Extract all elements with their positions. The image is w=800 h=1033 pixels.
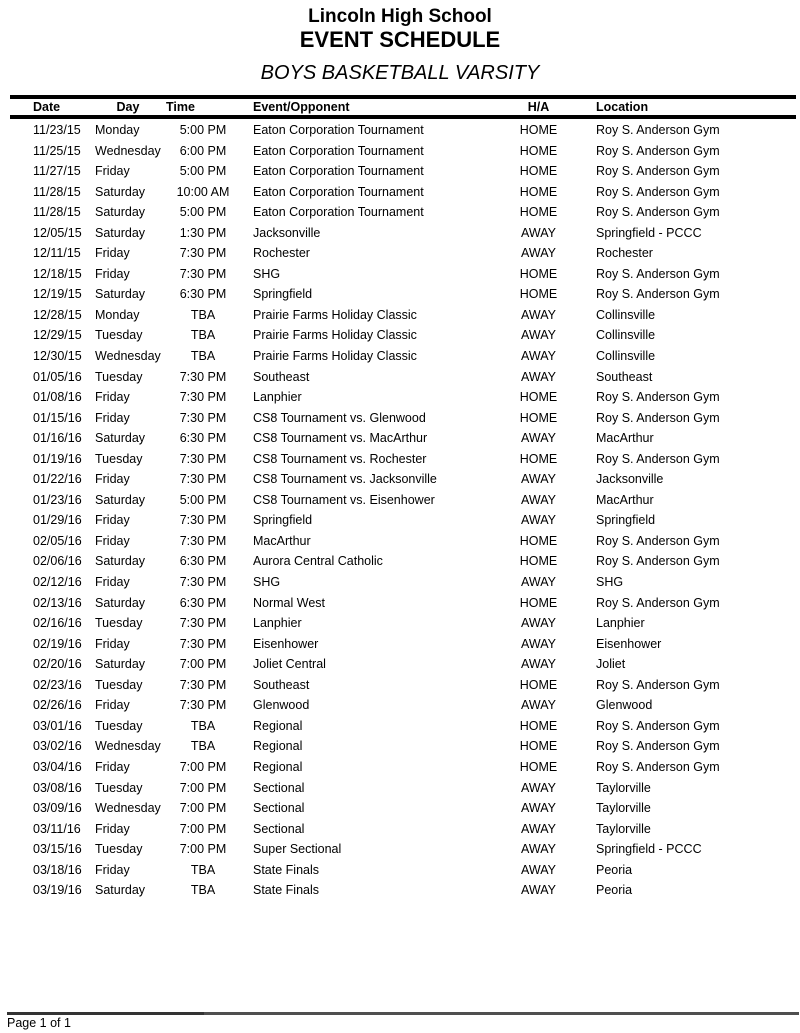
schedule-table [10, 95, 796, 901]
cell-date: 01/08/16 [33, 390, 82, 405]
cell-event-opponent: Aurora Central Catholic [253, 554, 383, 569]
cell-home-away: HOME [519, 143, 558, 158]
table-row [10, 695, 796, 716]
cell-home-away: HOME [519, 287, 558, 302]
cell-day: Tuesday [95, 451, 143, 466]
table-row [10, 182, 796, 203]
cell-home-away: HOME [519, 205, 558, 220]
table-row [10, 839, 796, 860]
cell-time: 7:30 PM [179, 677, 227, 692]
cell-location: Roy S. Anderson Gym [596, 595, 720, 610]
cell-day: Saturday [95, 657, 146, 672]
cell-home-away: AWAY [521, 616, 556, 631]
cell-home-away: AWAY [521, 492, 556, 507]
page-title: EVENT SCHEDULE [299, 27, 501, 52]
cell-home-away: AWAY [521, 307, 556, 322]
table-row [10, 469, 796, 490]
cell-time: 7:30 PM [179, 246, 227, 261]
cell-date: 02/20/16 [33, 657, 82, 672]
cell-location: Roy S. Anderson Gym [596, 718, 720, 733]
cell-location: Springfield [596, 513, 656, 528]
cell-event-opponent: Prairie Farms Holiday Classic [253, 307, 417, 322]
cell-event-opponent: CS8 Tournament vs. Eisenhower [253, 492, 435, 507]
cell-date: 03/04/16 [33, 759, 82, 774]
cell-time: 7:30 PM [179, 472, 227, 487]
cell-time: 6:30 PM [179, 595, 227, 610]
cell-location: Southeast [596, 369, 653, 384]
cell-date: 12/19/15 [33, 287, 82, 302]
cell-date: 03/19/16 [33, 883, 82, 898]
cell-day: Monday [95, 307, 140, 322]
cell-location: Roy S. Anderson Gym [596, 287, 720, 302]
cell-location: Roy S. Anderson Gym [596, 677, 720, 692]
table-row [10, 202, 796, 223]
cell-day: Friday [95, 513, 130, 528]
cell-location: Lanphier [596, 616, 645, 631]
cell-event-opponent: Eisenhower [253, 636, 319, 651]
cell-date: 03/11/16 [33, 821, 81, 836]
cell-date: 02/06/16 [33, 554, 82, 569]
table-row [10, 305, 796, 326]
cell-date: 02/26/16 [33, 698, 82, 713]
column-header-location: Location [581, 97, 796, 117]
column-header-home-away: H/A [496, 97, 581, 117]
cell-location: Roy S. Anderson Gym [596, 451, 720, 466]
cell-time: 5:00 PM [179, 492, 227, 507]
cell-event-opponent: Southeast [253, 369, 310, 384]
cell-day: Friday [95, 266, 130, 281]
cell-date: 12/29/15 [33, 328, 82, 343]
cell-day: Friday [95, 821, 130, 836]
table-row [10, 408, 796, 429]
cell-date: 01/19/16 [33, 451, 82, 466]
table-row [10, 490, 796, 511]
cell-date: 03/08/16 [33, 780, 82, 795]
cell-location: Springfield - PCCC [596, 842, 702, 857]
cell-time: 7:30 PM [179, 533, 227, 548]
cell-time: 5:00 PM [179, 205, 227, 220]
cell-home-away: AWAY [521, 842, 556, 857]
cell-date: 01/23/16 [33, 492, 82, 507]
cell-home-away: AWAY [521, 883, 556, 898]
cell-home-away: HOME [519, 759, 558, 774]
footer-divider [7, 1012, 799, 1015]
cell-location: Roy S. Anderson Gym [596, 184, 720, 199]
cell-day: Saturday [95, 184, 146, 199]
cell-time: 7:00 PM [179, 842, 227, 857]
table-row [10, 387, 796, 408]
cell-time: 7:30 PM [179, 575, 227, 590]
table-row [10, 284, 796, 305]
cell-day: Tuesday [95, 328, 143, 343]
cell-time: 5:00 PM [179, 164, 227, 179]
cell-time: 7:00 PM [179, 780, 227, 795]
cell-date: 12/30/15 [33, 349, 82, 364]
cell-location: Collinsville [596, 349, 656, 364]
cell-location: MacArthur [596, 431, 654, 446]
cell-time: TBA [190, 883, 216, 898]
cell-date: 03/01/16 [33, 718, 82, 733]
cell-location: Roy S. Anderson Gym [596, 205, 720, 220]
cell-day: Tuesday [95, 718, 143, 733]
cell-location: Roy S. Anderson Gym [596, 390, 720, 405]
cell-date: 12/28/15 [33, 307, 82, 322]
cell-date: 02/13/16 [33, 595, 82, 610]
cell-home-away: AWAY [521, 472, 556, 487]
cell-time: 7:30 PM [179, 513, 227, 528]
column-header-date: Date [10, 97, 90, 117]
cell-home-away: AWAY [521, 246, 556, 261]
cell-date: 03/15/16 [33, 842, 82, 857]
table-row [10, 716, 796, 737]
cell-date: 02/16/16 [33, 616, 82, 631]
cell-time: 5:00 PM [179, 123, 227, 137]
cell-day: Saturday [95, 492, 146, 507]
cell-day: Wednesday [95, 739, 161, 754]
cell-time: 6:30 PM [179, 287, 227, 302]
table-row [10, 428, 796, 449]
table-row [10, 634, 796, 655]
cell-date: 12/18/15 [33, 266, 82, 281]
cell-time: 7:30 PM [179, 636, 227, 651]
table-row [10, 736, 796, 757]
column-header-day: Day [90, 97, 166, 117]
table-row [10, 880, 796, 901]
table-row [10, 654, 796, 675]
cell-date: 01/16/16 [33, 431, 82, 446]
cell-event-opponent: Sectional [253, 801, 305, 816]
cell-time: TBA [190, 862, 216, 877]
cell-date: 02/19/16 [33, 636, 82, 651]
cell-home-away: HOME [519, 451, 558, 466]
cell-home-away: AWAY [521, 780, 556, 795]
cell-event-opponent: Joliet Central [253, 657, 326, 672]
table-row [10, 243, 796, 264]
cell-event-opponent: Normal West [253, 595, 326, 610]
cell-date: 11/27/15 [33, 164, 81, 179]
cell-day: Wednesday [95, 143, 161, 158]
cell-date: 01/29/16 [33, 513, 82, 528]
cell-day: Tuesday [95, 842, 143, 857]
table-row [10, 141, 796, 162]
cell-time: TBA [190, 718, 216, 733]
table-row [10, 346, 796, 367]
cell-time: 7:30 PM [179, 390, 227, 405]
cell-home-away: HOME [519, 184, 558, 199]
cell-date: 12/05/15 [33, 225, 82, 240]
table-row [10, 367, 796, 388]
cell-event-opponent: MacArthur [253, 533, 311, 548]
cell-location: Peoria [596, 862, 633, 877]
cell-location: Taylorville [596, 801, 651, 816]
cell-location: Joliet [596, 657, 626, 672]
cell-date: 11/25/15 [33, 143, 81, 158]
table-row [10, 860, 796, 881]
cell-day: Tuesday [95, 369, 143, 384]
cell-day: Wednesday [95, 801, 161, 816]
table-row [10, 778, 796, 799]
cell-event-opponent: Regional [253, 759, 303, 774]
cell-time: 7:30 PM [179, 410, 227, 425]
cell-location: Roy S. Anderson Gym [596, 533, 720, 548]
cell-time: 7:00 PM [179, 759, 227, 774]
cell-home-away: AWAY [521, 225, 556, 240]
cell-event-opponent: Southeast [253, 677, 310, 692]
cell-day: Saturday [95, 883, 146, 898]
table-row [10, 264, 796, 285]
cell-day: Monday [95, 123, 140, 137]
cell-home-away: HOME [519, 739, 558, 754]
school-name: Lincoln High School [308, 6, 492, 27]
cell-event-opponent: Regional [253, 739, 303, 754]
cell-time: 7:30 PM [179, 616, 227, 631]
cell-time: 1:30 PM [179, 225, 227, 240]
cell-event-opponent: Sectional [253, 821, 305, 836]
cell-day: Friday [95, 472, 130, 487]
cell-time: 7:30 PM [179, 369, 227, 384]
cell-home-away: AWAY [521, 636, 556, 651]
schedule-header-row [10, 97, 796, 117]
cell-event-opponent: State Finals [253, 862, 320, 877]
cell-location: Roy S. Anderson Gym [596, 164, 720, 179]
cell-location: Peoria [596, 883, 633, 898]
team-subtitle: BOYS BASKETBALL VARSITY [260, 62, 540, 84]
cell-home-away: HOME [519, 533, 558, 548]
cell-day: Saturday [95, 431, 146, 446]
cell-time: 7:00 PM [179, 657, 227, 672]
cell-date: 01/22/16 [33, 472, 82, 487]
cell-time: 6:30 PM [179, 554, 227, 569]
cell-date: 11/28/15 [33, 205, 81, 220]
cell-date: 11/28/15 [33, 184, 81, 199]
document-header [0, 0, 800, 84]
cell-home-away: AWAY [521, 862, 556, 877]
cell-event-opponent: SHG [253, 575, 281, 590]
cell-day: Saturday [95, 595, 146, 610]
table-row [10, 120, 796, 141]
cell-event-opponent: Rochester [253, 246, 310, 261]
table-row [10, 510, 796, 531]
cell-location: Glenwood [596, 698, 653, 713]
cell-day: Saturday [95, 287, 146, 302]
cell-time: TBA [190, 307, 216, 322]
table-row [10, 613, 796, 634]
cell-day: Tuesday [95, 677, 143, 692]
table-row [10, 551, 796, 572]
cell-home-away: AWAY [521, 821, 556, 836]
cell-home-away: HOME [519, 554, 558, 569]
cell-home-away: AWAY [521, 369, 556, 384]
cell-day: Friday [95, 759, 130, 774]
cell-home-away: AWAY [521, 801, 556, 816]
cell-time: TBA [190, 739, 216, 754]
cell-location: Roy S. Anderson Gym [596, 143, 720, 158]
cell-date: 02/05/16 [33, 533, 82, 548]
cell-location: Jacksonville [596, 472, 664, 487]
cell-day: Friday [95, 246, 130, 261]
cell-day: Friday [95, 698, 130, 713]
cell-day: Friday [95, 164, 130, 179]
cell-day: Friday [95, 410, 130, 425]
cell-home-away: AWAY [521, 657, 556, 672]
cell-location: Roy S. Anderson Gym [596, 410, 720, 425]
cell-home-away: HOME [519, 123, 558, 137]
cell-day: Friday [95, 575, 130, 590]
cell-event-opponent: SHG [253, 266, 281, 281]
cell-event-opponent: Prairie Farms Holiday Classic [253, 349, 417, 364]
cell-date: 01/15/16 [33, 410, 82, 425]
cell-time: 7:00 PM [179, 821, 227, 836]
cell-time: 6:30 PM [179, 431, 227, 446]
table-row [10, 531, 796, 552]
cell-event-opponent: CS8 Tournament vs. MacArthur [253, 431, 428, 446]
cell-home-away: HOME [519, 266, 558, 281]
cell-date: 03/09/16 [33, 801, 82, 816]
cell-day: Wednesday [95, 349, 161, 364]
cell-home-away: HOME [519, 595, 558, 610]
cell-location: Eisenhower [596, 636, 662, 651]
cell-day: Friday [95, 390, 130, 405]
table-row [10, 572, 796, 593]
table-row [10, 798, 796, 819]
table-row [10, 675, 796, 696]
cell-event-opponent: Jacksonville [253, 225, 321, 240]
cell-event-opponent: Eaton Corporation Tournament [253, 205, 424, 220]
cell-home-away: AWAY [521, 698, 556, 713]
cell-event-opponent: Eaton Corporation Tournament [253, 123, 424, 137]
cell-event-opponent: CS8 Tournament vs. Rochester [253, 451, 427, 466]
cell-event-opponent: Lanphier [253, 616, 302, 631]
page-number: Page 1 of 1 [7, 1016, 71, 1030]
cell-date: 03/18/16 [33, 862, 82, 877]
cell-home-away: AWAY [521, 513, 556, 528]
table-row [10, 819, 796, 840]
cell-home-away: HOME [519, 410, 558, 425]
cell-home-away: HOME [519, 718, 558, 733]
cell-event-opponent: Eaton Corporation Tournament [253, 143, 424, 158]
table-row [10, 223, 796, 244]
cell-event-opponent: Springfield [253, 287, 313, 302]
column-header-event-opponent: Event/Opponent [240, 97, 496, 117]
cell-date: 01/05/16 [33, 369, 82, 384]
cell-day: Friday [95, 862, 130, 877]
cell-location: Rochester [596, 246, 653, 261]
cell-time: 10:00 AM [176, 184, 230, 199]
cell-home-away: AWAY [521, 349, 556, 364]
cell-home-away: AWAY [521, 575, 556, 590]
cell-location: Taylorville [596, 780, 651, 795]
cell-home-away: AWAY [521, 328, 556, 343]
cell-day: Tuesday [95, 780, 143, 795]
table-row [10, 325, 796, 346]
cell-event-opponent: Sectional [253, 780, 305, 795]
cell-time: 6:00 PM [179, 143, 227, 158]
cell-date: 02/12/16 [33, 575, 82, 590]
table-row [10, 593, 796, 614]
column-header-time: Time [166, 97, 240, 117]
cell-location: Roy S. Anderson Gym [596, 739, 720, 754]
cell-date: 03/02/16 [33, 739, 82, 754]
cell-location: Roy S. Anderson Gym [596, 759, 720, 774]
cell-event-opponent: CS8 Tournament vs. Jacksonville [253, 472, 437, 487]
cell-home-away: AWAY [521, 431, 556, 446]
table-row [10, 757, 796, 778]
cell-location: Springfield - PCCC [596, 225, 702, 240]
cell-date: 12/11/15 [33, 246, 81, 261]
cell-home-away: HOME [519, 164, 558, 179]
cell-day: Saturday [95, 225, 146, 240]
cell-time: 7:30 PM [179, 266, 227, 281]
cell-time: 7:00 PM [179, 801, 227, 816]
table-row [10, 161, 796, 182]
cell-event-opponent: Glenwood [253, 698, 310, 713]
cell-time: 7:30 PM [179, 698, 227, 713]
cell-day: Tuesday [95, 616, 143, 631]
cell-home-away: HOME [519, 390, 558, 405]
schedule-body [10, 117, 796, 901]
cell-date: 02/23/16 [33, 677, 82, 692]
cell-event-opponent: State Finals [253, 883, 320, 898]
cell-event-opponent: Regional [253, 718, 303, 733]
cell-location: Roy S. Anderson Gym [596, 554, 720, 569]
cell-event-opponent: Super Sectional [253, 842, 342, 857]
cell-event-opponent: Prairie Farms Holiday Classic [253, 328, 417, 343]
cell-location: Roy S. Anderson Gym [596, 266, 720, 281]
cell-event-opponent: CS8 Tournament vs. Glenwood [253, 410, 426, 425]
cell-location: MacArthur [596, 492, 654, 507]
cell-location: Collinsville [596, 307, 656, 322]
cell-event-opponent: Lanphier [253, 390, 302, 405]
cell-time: TBA [190, 328, 216, 343]
cell-event-opponent: Eaton Corporation Tournament [253, 164, 424, 179]
cell-location: SHG [596, 575, 624, 590]
cell-location: Collinsville [596, 328, 656, 343]
cell-time: 7:30 PM [179, 451, 227, 466]
cell-location: Taylorville [596, 821, 651, 836]
cell-date: 11/23/15 [33, 123, 81, 137]
cell-event-opponent: Springfield [253, 513, 313, 528]
cell-home-away: HOME [519, 677, 558, 692]
cell-location: Roy S. Anderson Gym [596, 123, 720, 137]
cell-day: Friday [95, 533, 130, 548]
table-row [10, 449, 796, 470]
cell-day: Saturday [95, 554, 146, 569]
cell-day: Friday [95, 636, 130, 651]
cell-day: Saturday [95, 205, 146, 220]
cell-event-opponent: Eaton Corporation Tournament [253, 184, 424, 199]
cell-time: TBA [190, 349, 216, 364]
